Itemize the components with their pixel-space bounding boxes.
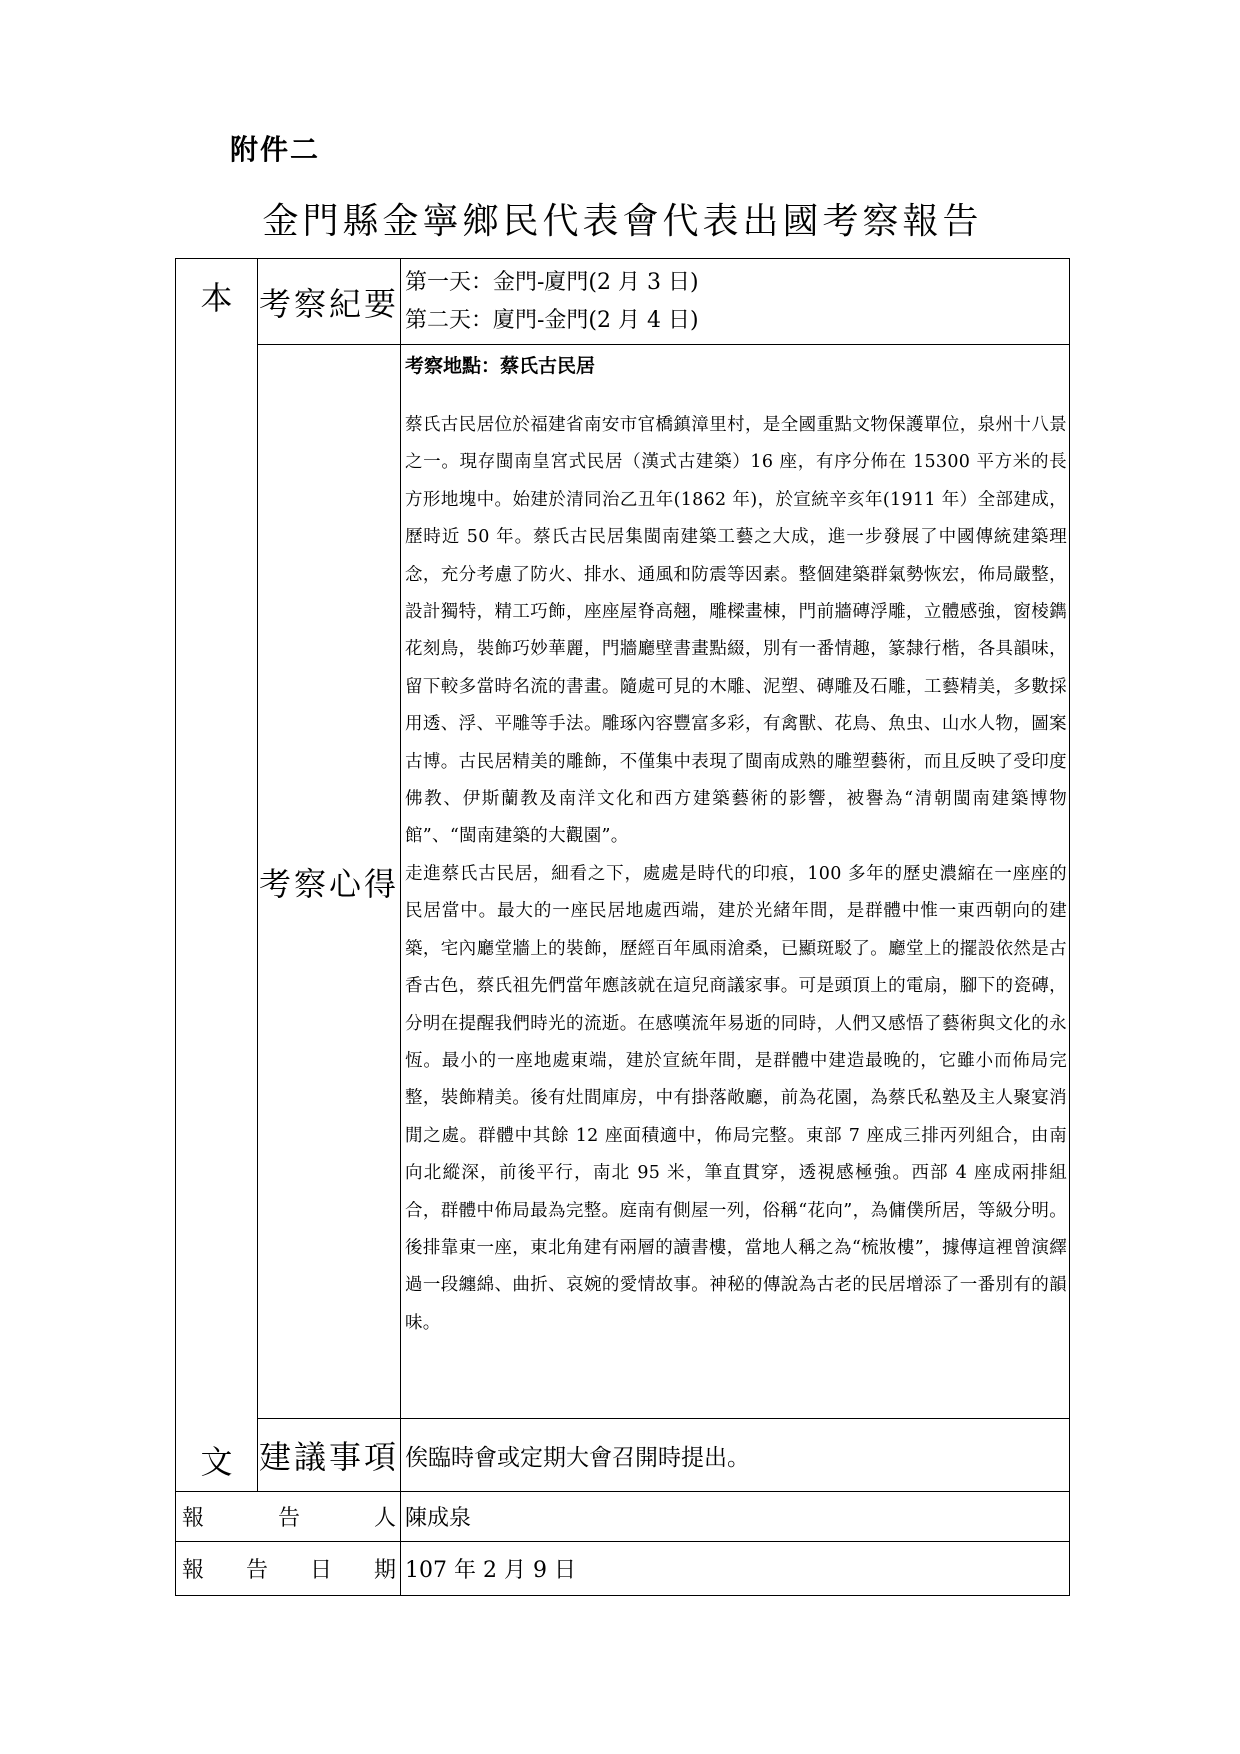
reporter-label [176,1492,401,1542]
side-label-bottom: 文 [200,1443,233,1481]
report-date-label-char: 期 [373,1558,396,1583]
report-paragraph-2: 走進蔡氏古民居，細看之下，處處是時代的印痕，100 多年的歷史濃縮在一座座的民居當中。最大的一座民居地處西端，建於光緒年間，是群體中惟一東西朝向的建築，宅內廳堂牆上的裝飾，歷經百年風雨滄桑，已顯斑駁了。廳堂上的擺設依然是古香古色，蔡氏祖先們當年應該就在這兒商議家事。可是頭頂上的電扇，腳下的瓷磚，分明在提醒我們時光的流逝。在感嘆流年易逝的同時，人們又感悟了藝術與文化的永恆。最小的一座地處東端，建於宣統年間，是群體中建造最晚的，它雖小而佈局完整，裝飾精美。後有灶間庫房，中有掛落敞廳，前為花園，為蔡氏私塾及主人聚宴消閒之處。群體中其餘 12 座面積適中，佈局完整。東部 7 座成三排丙列組合，由南向北縱深，前後平行，南北 95 米，筆直貫穿，透視感極強。西部 4 座成兩排組合，群體中佈局最為完整。庭南有側屋一列，俗稱“花向”，為傭僕所居，等級分明。後排靠東一座，東北角建有兩層的讀書樓，當地人稱之為“梳妝樓”，據傳這裡曾演繹過一段纏綿、曲折、哀婉的愛情故事。神秘的傳說為古老的民居增添了一番別有的韻味。 [405,863,1067,1333]
suggestion-label: 建議事項 [258,1419,401,1492]
report-row [176,345,1070,1419]
schedule-content [401,259,1070,345]
report-date-label [176,1542,401,1596]
reporter-row [176,1492,1070,1542]
report-date-value: 107 年 2 月 9 日 [401,1542,1070,1596]
report-label: 考察心得 [258,345,401,1419]
reporter-label-char: 告 [277,1506,300,1531]
reporter-label-char: 人 [373,1506,396,1531]
schedule-day1: 第一天：金門-廈門(2 月 3 日) [405,270,699,295]
report-content [401,345,1070,1419]
reporter-value: 陳成泉 [401,1492,1070,1542]
report-date-label-char: 日 [309,1558,332,1583]
schedule-day2: 第二天：廈門-金門(2 月 4 日) [405,308,699,333]
suggestion-value: 俟臨時會或定期大會召開時提出。 [401,1419,1070,1492]
attachment-label: 附件二 [230,133,321,166]
report-date-row [176,1542,1070,1596]
report-paragraph-1: 蔡氏古民居位於福建省南安市官橋鎮漳里村，是全國重點文物保護單位，泉州十八景之一。現存閩南皇宮式民居（漢式古建築）16 座，有序分佈在 15300 平方米的長方形地塊中。始建於清同治乙丑年(1862 年)，於宣統辛亥年(1911 年）全部建成，歷時近 50 年。蔡氏古民居集閩南建築工藝之大成，進一步發展了中國傳統建築理念，充分考慮了防火、排水、通風和防震等因素。整個建築群氣勢恢宏，佈局嚴整，設計獨特，精工巧飾，座座屋脊高翹，雕樑畫棟，門前牆磚浮雕，立體感強，窗棱鐫花刻鳥，裝飾巧妙華麗，門牆廳壁書畫點綴，別有一番情趣，篆隸行楷，各具韻味，留下較多當時名流的書畫。隨處可見的木雕、泥塑、磚雕及石雕，工藝精美，多數採用透、浮、平雕等手法。雕琢內容豐富多彩，有禽獸、花鳥、魚虫、山水人物，圖案古博。古民居精美的雕飾，不僅集中表現了閩南成熟的雕塑藝術，而且反映了受印度佛教、伊斯蘭教及南洋文化和西方建築藝術的影響，被譽為“清朝閩南建築博物館”、“閩南建築的大觀園”。 [405,415,1067,847]
side-label-top: 本 [200,279,233,317]
document-title: 金門縣金寧鄉民代表會代表出國考察報告 [262,201,983,242]
suggestion-row [176,1419,1070,1492]
site-title: 考察地點：蔡氏古民居 [405,355,596,377]
side-label-cell [176,259,258,1492]
reporter-label-char: 報 [182,1506,205,1531]
schedule-row [176,259,1070,345]
report-date-label-char: 告 [245,1558,268,1583]
report-date-label-char: 報 [182,1558,205,1583]
schedule-label: 考察紀要 [258,259,401,345]
report-table [175,258,1070,1596]
